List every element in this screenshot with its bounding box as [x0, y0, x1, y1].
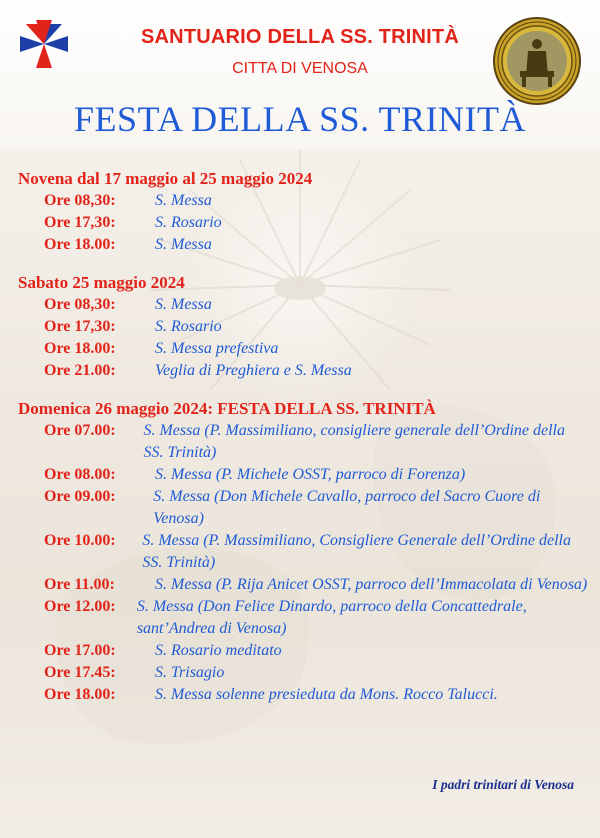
schedule-desc: S. Messa: [155, 192, 212, 209]
schedule: [18, 168, 588, 722]
schedule-item: [18, 596, 588, 640]
schedule-item: [18, 420, 588, 464]
schedule-desc: S. Messa (P. Michele OSST, parroco di Forenza): [155, 466, 466, 483]
schedule-item: [18, 662, 588, 684]
schedule-item: [18, 294, 588, 316]
schedule-desc: S. Rosario meditato: [155, 642, 282, 659]
schedule-desc: Veglia di Preghiera e S. Messa: [155, 362, 352, 379]
page-title: FESTA DELLA SS. TRINITÀ: [74, 99, 526, 139]
schedule-time: Ore 11.00:: [44, 576, 115, 593]
schedule-time: Ore 08,30:: [44, 192, 116, 209]
schedule-desc: S. Rosario: [155, 214, 222, 231]
schedule-time: Ore 21.00:: [44, 362, 116, 379]
schedule-desc: S. Messa (Don Michele Cavallo, parroco del Sacro Cuore di Venosa): [153, 488, 541, 527]
schedule-item: [18, 486, 588, 530]
schedule-desc: S. Messa (P. Massimiliano, Consigliere Generale dell’Ordine della SS. Trinità): [142, 532, 571, 571]
schedule-time: Ore 10.00:: [44, 532, 116, 549]
schedule-item: [18, 360, 588, 382]
schedule-desc: S. Rosario: [155, 318, 222, 335]
schedule-desc: S. Messa (P. Rija Anicet OSST, parroco dell’Immacolata di Venosa): [155, 576, 588, 593]
schedule-time: Ore 17.45:: [44, 664, 116, 681]
schedule-item: [18, 190, 588, 212]
schedule-time: Ore 17,30:: [44, 318, 116, 335]
signature: I padri trinitari di Venosa: [432, 777, 574, 792]
schedule-item: [18, 464, 588, 486]
schedule-time: Ore 18.00:: [44, 686, 116, 703]
schedule-time: Ore 07.00:: [44, 422, 116, 439]
section-title: Novena dal 17 maggio al 25 maggio 2024: [18, 169, 313, 188]
schedule-desc: S. Messa (Don Felice Dinardo, parroco della Concattedrale, sant’Andrea di Venosa): [136, 598, 527, 637]
schedule-item: [18, 338, 588, 360]
schedule-time: Ore 08,30:: [44, 296, 116, 313]
schedule-item: [18, 316, 588, 338]
schedule-time: Ore 18.00:: [44, 340, 116, 357]
sanctuary-title: SANTUARIO DELLA SS. TRINITÀ: [141, 26, 459, 48]
schedule-time: Ore 09.00:: [44, 488, 116, 505]
schedule-item: [18, 574, 588, 596]
schedule-desc: S. Messa: [155, 296, 212, 313]
schedule-desc: S. Trisagio: [155, 664, 225, 681]
schedule-item: [18, 234, 588, 256]
schedule-time: Ore 08.00:: [44, 466, 116, 483]
schedule-item: [18, 530, 588, 574]
schedule-desc: S. Messa (P. Massimiliano, consigliere generale dell’Ordine della SS. Trinità): [143, 422, 565, 461]
schedule-section: [18, 398, 588, 706]
schedule-time: Ore 12.00:: [44, 598, 116, 615]
schedule-desc: S. Messa solenne presieduta da Mons. Rocco Talucci.: [155, 686, 498, 703]
schedule-time: Ore 17.00:: [44, 642, 116, 659]
section-title: Sabato 25 maggio 2024: [18, 273, 185, 292]
schedule-desc: S. Messa prefestiva: [155, 340, 279, 357]
city-subtitle: CITTA DI VENOSA: [232, 60, 368, 77]
schedule-section: [18, 272, 588, 382]
schedule-time: Ore 17,30:: [44, 214, 116, 231]
schedule-desc: S. Messa: [155, 236, 212, 253]
schedule-item: [18, 212, 588, 234]
schedule-time: Ore 18.00:: [44, 236, 116, 253]
schedule-item: [18, 640, 588, 662]
schedule-section: [18, 168, 588, 256]
schedule-item: [18, 684, 588, 706]
section-title: Domenica 26 maggio 2024: FESTA DELLA SS. TRINITÀ: [18, 399, 436, 418]
